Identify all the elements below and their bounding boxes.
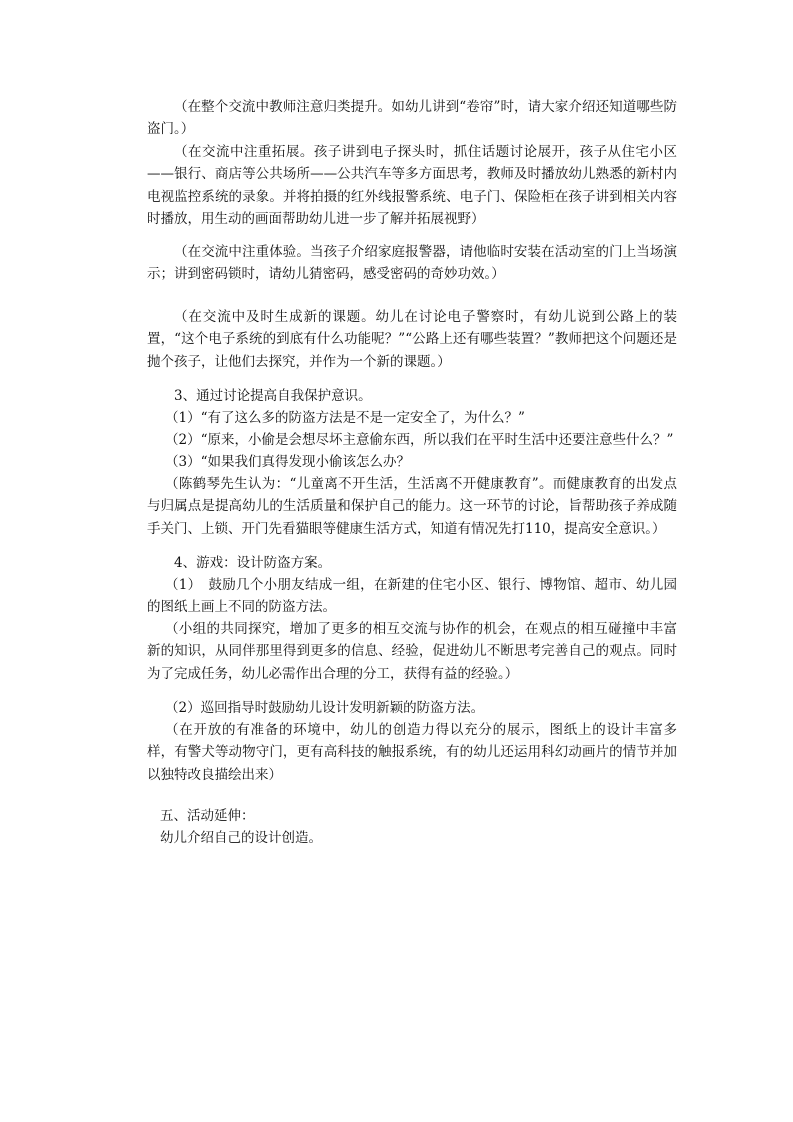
heading-discussion: 3、通过讨论提高自我保护意识。 bbox=[174, 388, 372, 404]
heading-extension: 五、活动延伸： bbox=[160, 808, 255, 824]
paragraph-expand: （在交流中注重拓展。孩子讲到电子探头时，抓住话题讨论展开，孩子从住宅小区——银行、商店等公共场所——公共汽车等多方面思考，教师及时播放幼儿熟悉的新村内电视监控系统的录象。并将拍摄的红外线报警系统、电子门、保险柜在孩子讲到相关内容时播放，用生动的画面帮助幼儿进一步了解并拓展视野） bbox=[147, 144, 677, 228]
paragraph-categorize: （在整个交流中教师注意归类提升。如幼儿讲到“卷帘”时，请大家介绍还知道哪些防盗门。） bbox=[147, 99, 677, 138]
paragraph-experience: （在交流中注重体验。当孩子介绍家庭报警器，请他临时安装在活动室的门上当场演示；讲到密码锁时，请幼儿猜密码，感受密码的奇妙功效。） bbox=[147, 244, 677, 283]
question-1: （1）“有了这么多的防盗方法是不是一定安全了，为什么？” bbox=[165, 410, 525, 426]
paragraph-chen-heqin: （陈鹤琴先生认为：“儿童离不开生活，生活离不开健康教育”。而健康教育的出发点与归属点是提高幼儿的生活质量和保护自己的能力。这一环节的讨论，旨帮助孩子养成随手关门、上锁、开门先看猫眼等健康生活方式，知道有情况先打110，提高安全意识。） bbox=[147, 476, 677, 537]
paragraph-group-inquiry: （小组的共同探究，增加了更多的相互交流与协作的机会，在观点的相互碰撞中丰富新的知识，从同伴那里得到更多的信息、经验，促进幼儿不断思考完善自己的观点。同时为了完成任务，幼儿必需作出合理的分工，获得有益的经验。） bbox=[147, 621, 677, 682]
paragraph-extension: 幼儿介绍自己的设计创造。 bbox=[160, 830, 322, 846]
heading-game: 4、游戏：设计防盗方案。 bbox=[174, 555, 332, 571]
paragraph-creativity: （在开放的有准备的环境中，幼儿的创造力得以充分的展示，图纸上的设计丰富多样，有警犬等动物守门，更有高科技的触报系统，有的幼儿还运用科幻动画片的情节并加以独特改良描绘出来） bbox=[147, 722, 677, 783]
game-step-2: （2）巡回指导时鼓励幼儿设计发明新颖的防盗方法。 bbox=[165, 700, 485, 716]
paragraph-new-topic: （在交流中及时生成新的课题。幼儿在讨论电子警察时，有幼儿说到公路上的装置，“这个电子系统的到底有什么功能呢？”“公路上还有哪些装置？”教师把这个问题还是抛个孩子，让他们去探究，并作为一个新的课题。） bbox=[147, 309, 677, 370]
question-3: （3）“如果我们真得发现小偷该怎么办？ bbox=[165, 454, 410, 470]
game-step-1: （1） 鼓励几个小朋友结成一组，在新建的住宅小区、银行、博物馆、超市、幼儿园的图纸上画上不同的防盗方法。 bbox=[147, 577, 677, 616]
question-2: （2）“原来，小偷是会想尽坏主意偷东西，所以我们在平时生活中还要注意些什么？” bbox=[165, 432, 674, 448]
